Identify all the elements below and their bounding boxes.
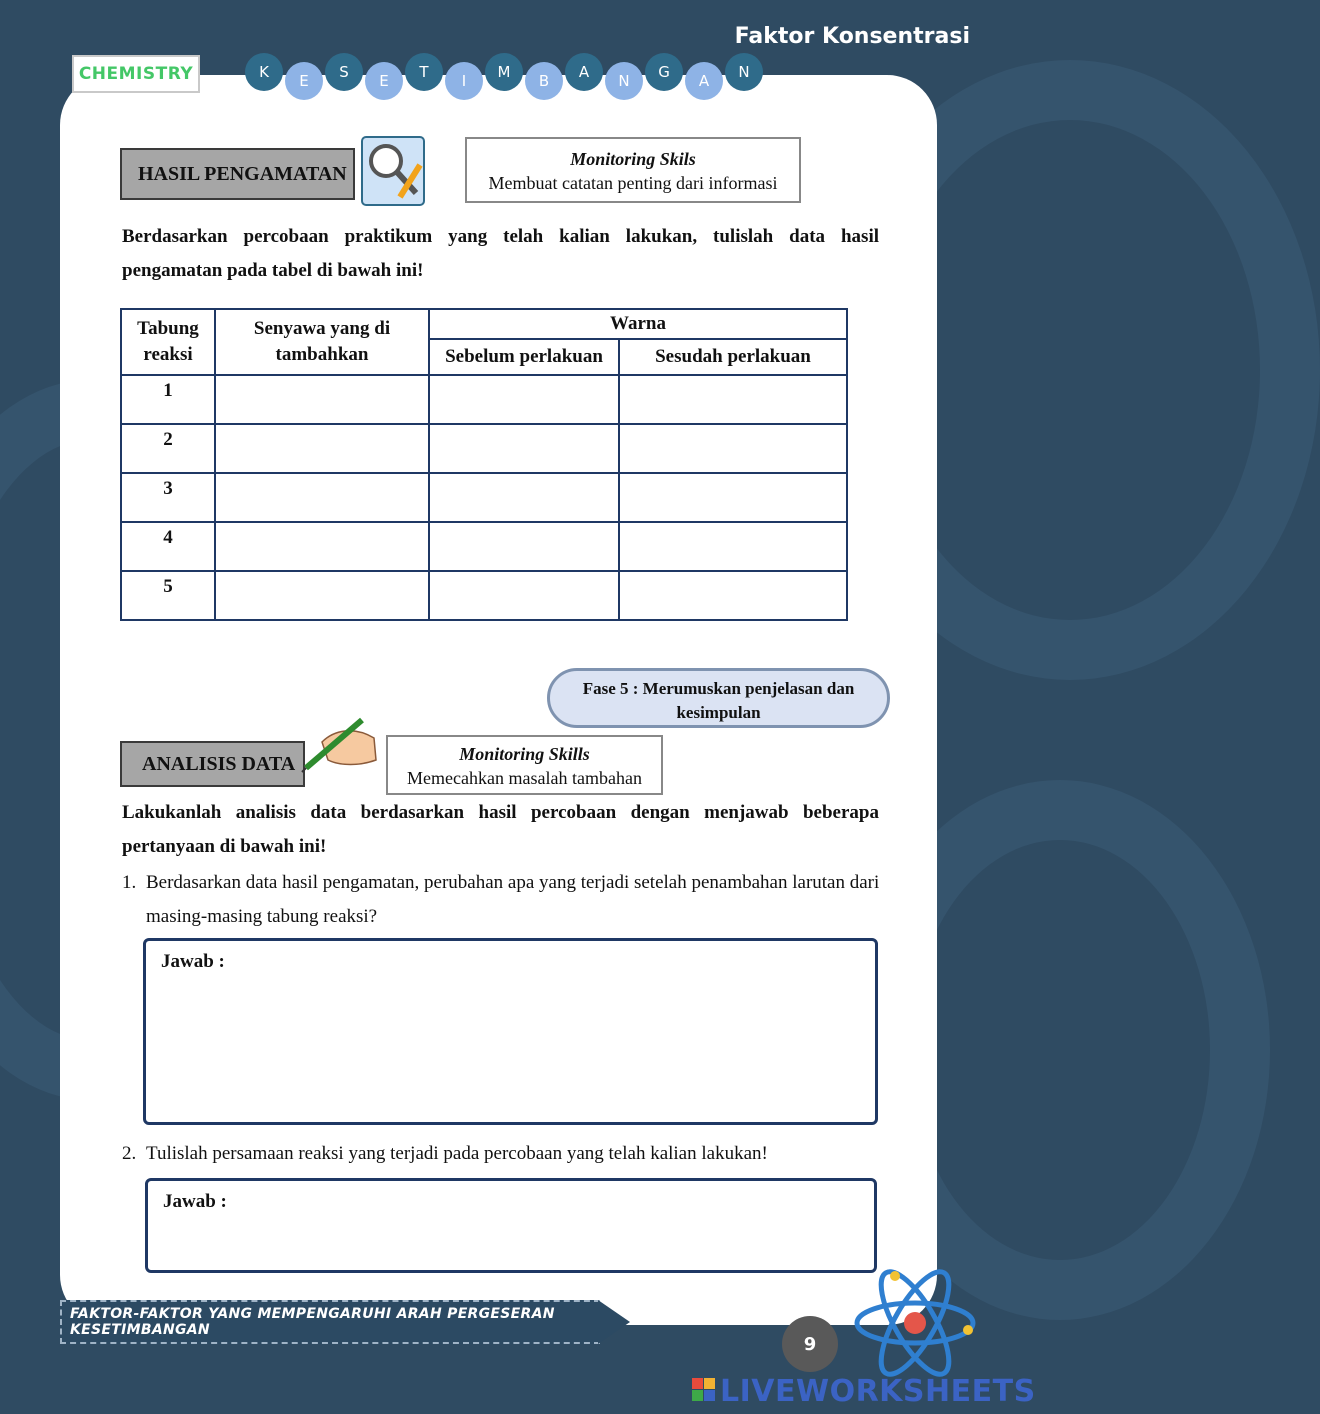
row-number: 1 — [121, 375, 215, 424]
monitoring-skills-box — [386, 735, 663, 795]
footer-ribbon: FAKTOR-FAKTOR YANG MEMPENGARUHI ARAH PERGESERAN KESETIMBANGAN — [60, 1300, 600, 1344]
observation-instruction: Berdasarkan percobaan praktikum yang telah kalian lakukan, tulislah data hasil pengamatan pada tabel di bawah ini! — [122, 226, 879, 281]
row-number: 3 — [121, 473, 215, 522]
table-row — [121, 571, 847, 620]
hasil-pengamatan-tag: HASIL PENGAMATAN — [120, 148, 355, 200]
title-bubble: A — [565, 53, 603, 91]
sesudah-cell[interactable] — [619, 375, 847, 424]
atom-icon — [850, 1268, 980, 1378]
monitoring-title: Monitoring Skills — [459, 744, 590, 764]
liveworksheets-logo-icon — [692, 1378, 716, 1402]
table-header-tabung: Tabung reaksi — [121, 309, 215, 375]
sebelum-cell[interactable] — [429, 571, 619, 620]
title-bubble: G — [645, 53, 683, 91]
sesudah-cell[interactable] — [619, 424, 847, 473]
title-bubble: N — [725, 53, 763, 91]
title-bubble: B — [525, 62, 563, 100]
question-number: 2. — [122, 1143, 137, 1164]
logo-text: CHEMISTRY — [78, 64, 194, 84]
analisis-data-tag: ANALISIS DATA — [120, 741, 305, 787]
table-row — [121, 375, 847, 424]
sesudah-cell[interactable] — [619, 522, 847, 571]
chemistry-logo — [72, 55, 200, 93]
table-header-senyawa: Senyawa yang di tambahkan — [215, 309, 429, 375]
title-bubble: M — [485, 53, 523, 91]
monitoring-skills-box — [465, 137, 801, 203]
answer-label: Jawab : — [163, 1191, 227, 1212]
footer-ribbon-arrow — [598, 1300, 630, 1344]
table-header-sesudah: Sesudah perlakuan — [619, 339, 847, 375]
senyawa-cell[interactable] — [215, 522, 429, 571]
senyawa-cell[interactable] — [215, 473, 429, 522]
row-number: 4 — [121, 522, 215, 571]
title-bubble: T — [405, 53, 443, 91]
question-text: Tulislah persamaan reaksi yang terjadi pada percobaan yang telah kalian lakukan! — [146, 1143, 768, 1164]
title-bubble: S — [325, 53, 363, 91]
fase-badge: Fase 5 : Merumuskan penjelasan dan kesimpulan — [547, 668, 890, 728]
magnifier-icon — [360, 135, 426, 207]
question-text: Berdasarkan data hasil pengamatan, perubahan apa yang terjadi setelah penambahan larutan dari masing-masing tabung reaksi? — [146, 872, 880, 927]
title-bubble: K — [245, 53, 283, 91]
writing-hand-icon — [300, 716, 380, 772]
sebelum-cell[interactable] — [429, 473, 619, 522]
table-header-sebelum: Sebelum perlakuan — [429, 339, 619, 375]
monitoring-text: Membuat catatan penting dari informasi — [488, 173, 778, 193]
sesudah-cell[interactable] — [619, 473, 847, 522]
table-row — [121, 473, 847, 522]
question-1 — [122, 866, 882, 934]
liveworksheets-watermark: LIVEWORKSHEETS — [720, 1374, 1036, 1409]
sebelum-cell[interactable] — [429, 375, 619, 424]
monitoring-text: Memecahkan masalah tambahan — [407, 768, 642, 788]
senyawa-cell[interactable] — [215, 375, 429, 424]
title-bubble: I — [445, 62, 483, 100]
row-number: 5 — [121, 571, 215, 620]
senyawa-cell[interactable] — [215, 424, 429, 473]
title-bubble: E — [285, 62, 323, 100]
title-bubble: A — [685, 62, 723, 100]
question-2 — [122, 1137, 882, 1171]
senyawa-cell[interactable] — [215, 571, 429, 620]
row-number: 2 — [121, 424, 215, 473]
sebelum-cell[interactable] — [429, 424, 619, 473]
answer-label: Jawab : — [161, 951, 225, 972]
question-number: 1. — [122, 872, 137, 893]
table-row — [121, 522, 847, 571]
sebelum-cell[interactable] — [429, 522, 619, 571]
monitoring-title: Monitoring Skils — [570, 149, 696, 169]
answer-box-1[interactable] — [143, 938, 878, 1125]
page-title: Faktor Konsentrasi — [734, 24, 970, 49]
observation-table — [120, 308, 848, 621]
table-header-warna: Warna — [429, 309, 847, 339]
title-bubble: N — [605, 62, 643, 100]
sesudah-cell[interactable] — [619, 571, 847, 620]
page-number: 9 — [782, 1316, 838, 1372]
table-row — [121, 424, 847, 473]
title-bubble: E — [365, 62, 403, 100]
analysis-instruction: Lakukanlah analisis data berdasarkan hasil percobaan dengan menjawab beberapa pertanyaan di bawah ini! — [122, 802, 879, 857]
answer-box-2[interactable] — [145, 1178, 877, 1273]
